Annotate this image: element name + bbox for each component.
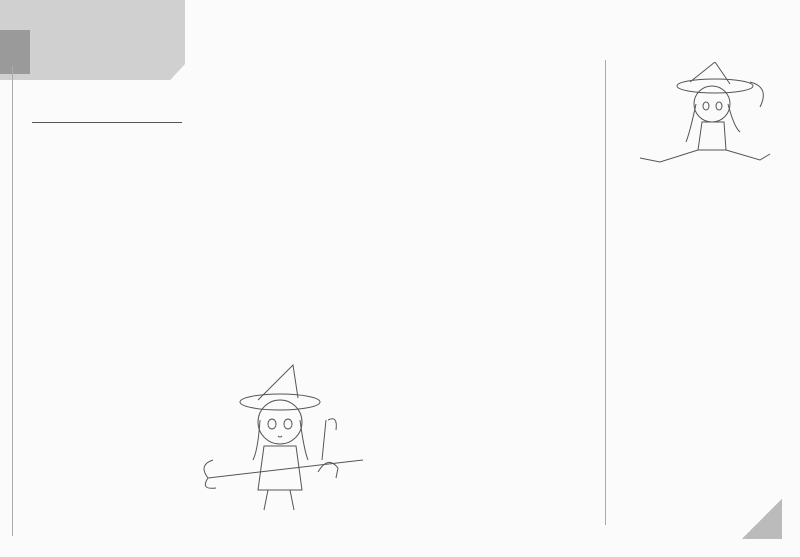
header-accent bbox=[0, 30, 30, 74]
front-matter bbox=[32, 85, 182, 94]
witch-girl-illustration bbox=[198, 360, 368, 520]
sitting-girl-illustration bbox=[620, 62, 780, 182]
page-corner-curl bbox=[742, 499, 782, 539]
preface-block bbox=[32, 118, 182, 131]
margin-line-left bbox=[12, 66, 13, 536]
preface-rule bbox=[32, 122, 182, 123]
margin-line-right bbox=[605, 60, 606, 525]
